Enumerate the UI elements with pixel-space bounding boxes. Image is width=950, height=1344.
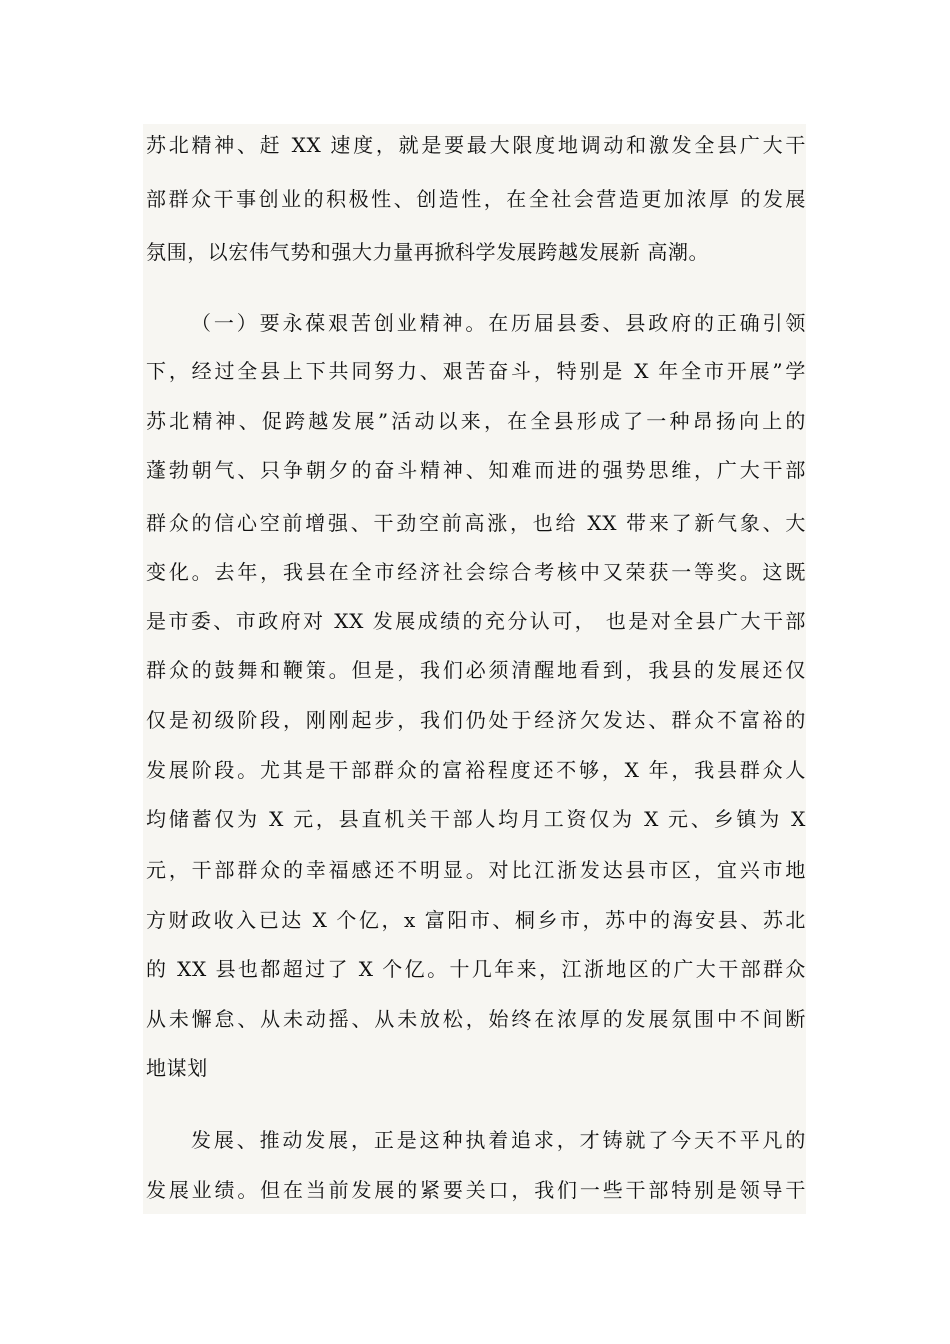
text-line: 的 XX 县也都超过了 X 个亿。十几年来，江浙地区的广大干部群众: [146, 957, 806, 981]
text-line: 是市委、市政府对 XX 发展成绩的充分认可， 也是对全县广大干部: [146, 609, 806, 633]
text-line: 地谋划: [146, 1056, 208, 1080]
text-line: 元，干部群众的幸福感还不明显。对比江浙发达县市区，宜兴市地: [146, 858, 806, 882]
text-line: 发展阶段。尤其是干部群众的富裕程度还不够，X 年，我县群众人: [146, 758, 806, 782]
text-line: 氛围，以宏伟气势和强大力量再掀科学发展跨越发展新 高潮。: [146, 240, 710, 264]
text-line: 下，经过全县上下共同努力、艰苦奋斗，特别是 X 年全市开展”学: [146, 359, 806, 383]
paragraph-first-line: 发展、推动发展，正是这种执着追求，才铸就了今天不平凡的: [191, 1128, 806, 1152]
paragraph-first-line: （一）要永葆艰苦创业精神。在历届县委、县政府的正确引领: [191, 311, 806, 335]
text-line: 方财政收入已达 X 个亿，x 富阳市、桐乡市，苏中的海安县、苏北: [146, 908, 806, 932]
text-line: 发展业绩。但在当前发展的紧要关口，我们一些干部特别是领导干: [146, 1178, 806, 1202]
text-line: 变化。去年，我县在全市经济社会综合考核中又荣获一等奖。这既: [146, 560, 806, 584]
document-text-block: [143, 124, 806, 1214]
text-line: 蓬勃朝气、只争朝夕的奋斗精神、知难而进的强势思维，广大干部: [146, 458, 806, 482]
text-line: 苏北精神、赶 XX 速度，就是要最大限度地调动和激发全县广大干: [146, 133, 806, 157]
text-line: 群众的信心空前增强、干劲空前高涨，也给 XX 带来了新气象、大: [146, 511, 806, 535]
text-line: 群众的鼓舞和鞭策。但是，我们必须清醒地看到，我县的发展还仅: [146, 658, 806, 682]
text-line: 苏北精神、促跨越发展”活动以来，在全县形成了一种昂扬向上的: [146, 409, 806, 433]
text-line: 从未懈怠、从未动摇、从未放松，始终在浓厚的发展氛围中不间断: [146, 1007, 806, 1031]
text-line: 仅是初级阶段，刚刚起步，我们仍处于经济欠发达、群众不富裕的: [146, 708, 806, 732]
text-line: 部群众干事创业的积极性、创造性，在全社会营造更加浓厚 的发展: [146, 187, 806, 211]
text-line: 均储蓄仅为 X 元，县直机关干部人均月工资仅为 X 元、乡镇为 X: [146, 807, 806, 831]
